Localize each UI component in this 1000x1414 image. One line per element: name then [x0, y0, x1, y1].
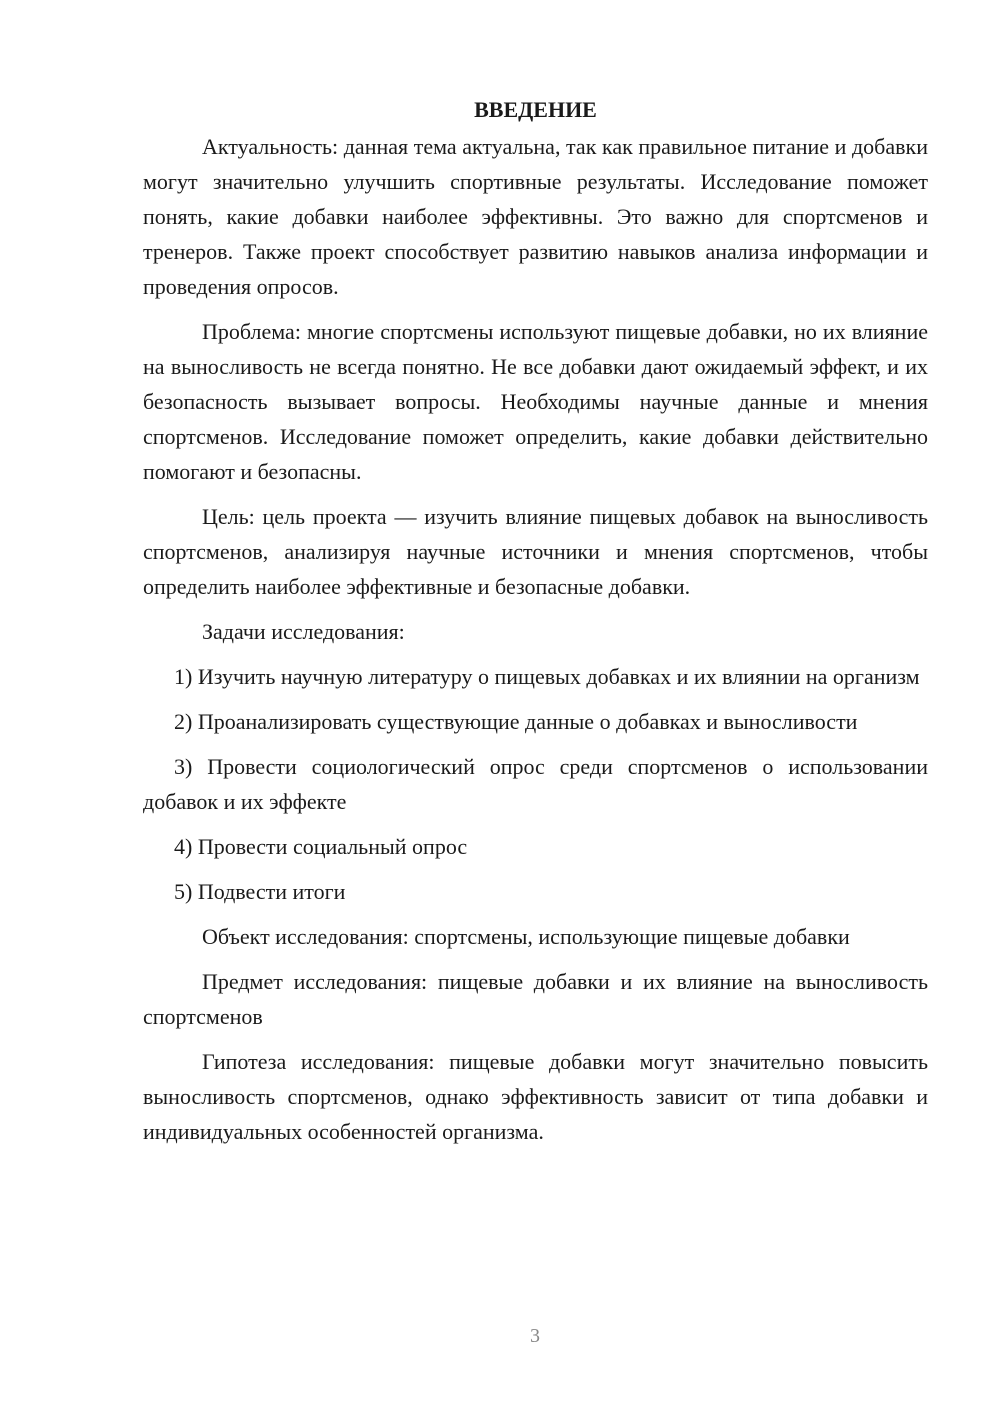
page-number: 3	[530, 1325, 540, 1347]
hypothesis-paragraph: Гипотеза исследования: пищевые добавки могут значительно повысить выносливость спортсменов, однако эффективность зависит от типа добавки и индивидуальных особенностей организма.	[143, 1049, 928, 1144]
page-content	[143, 92, 928, 1149]
section-title: ВВЕДЕНИЕ	[474, 97, 597, 122]
problem-paragraph: Проблема: многие спортсмены используют пищевые добавки, но их влияние на выносливость не всегда понятно. Не все добавки дают ожидаемый эффект, и их безопасность вызывает вопросы. Необходимы научные данные и мнения спортсменов. Исследование поможет определить, какие добавки действительно помогают и безопасны.	[143, 319, 928, 484]
task-item-3: 3) Провести социологический опрос среди спортсменов о использовании добавок и их эффекте	[143, 754, 928, 814]
tasks-heading: Задачи исследования:	[202, 619, 405, 644]
goal-paragraph: Цель: цель проекта — изучить влияние пищевых добавок на выносливость спортсменов, анализируя научные источники и мнения спортсменов, чтобы определить наиболее эффективные и безопасные добавки.	[143, 504, 928, 599]
task-item-2: 2) Проанализировать существующие данные о добавках и выносливости	[174, 709, 858, 734]
relevance-paragraph: Актуальность: данная тема актуальна, так как правильное питание и добавки могут значительно улучшить спортивные результаты. Исследование поможет понять, какие добавки наиболее эффективны. Это важно для спортсменов и тренеров. Также проект способствует развитию навыков анализа информации и проведения опросов.	[143, 134, 928, 299]
task-item-5: 5) Подвести итоги	[174, 879, 346, 904]
task-item-4: 4) Провести социальный опрос	[174, 834, 468, 859]
task-item-1: 1) Изучить научную литературу о пищевых добавках и их влиянии на организм	[174, 664, 920, 689]
object-paragraph: Объект исследования: спортсмены, использующие пищевые добавки	[202, 924, 850, 949]
subject-paragraph: Предмет исследования: пищевые добавки и их влияние на выносливость спортсменов	[143, 969, 928, 1029]
